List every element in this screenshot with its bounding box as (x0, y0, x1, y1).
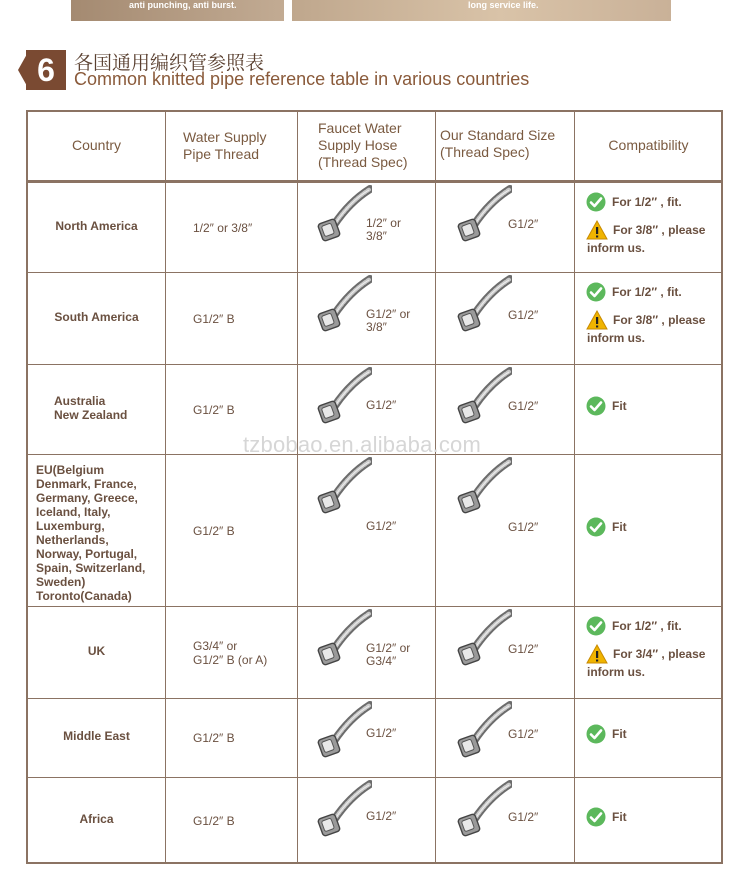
compatibility-text-continued: inform us. (587, 241, 646, 255)
standard-hose-image (452, 780, 512, 842)
country-line: Netherlands, (36, 533, 109, 547)
country-cell (28, 812, 165, 826)
country-cell (28, 729, 165, 743)
compatibility-cell (586, 396, 720, 416)
compatibility-cell (586, 807, 720, 827)
compatibility-text: For 3/4″ , please (613, 647, 706, 661)
thread-line: 1/2″ or 3/8″ (193, 220, 253, 235)
faucet-hose-spec (366, 399, 456, 412)
hose-spec-line: G1/2″ (366, 726, 397, 740)
compatibility-text-continued: inform us. (587, 331, 646, 345)
standard-size-spec: G1/2″ (508, 519, 539, 534)
standard-hose-image (452, 701, 512, 763)
standard-size-spec: G1/2″ (508, 307, 539, 322)
warning-icon (586, 644, 613, 664)
water-supply-thread-cell (193, 524, 313, 538)
water-supply-thread-cell (193, 731, 313, 745)
standard-size-spec: G1/2″ (508, 216, 539, 231)
header-faucet-hose: Faucet Water Supply Hose (Thread Spec) (318, 120, 408, 170)
compatibility-text: For 3/8″ , please (613, 223, 706, 237)
header-standard-size: Our Standard Size (Thread Spec) (440, 127, 556, 160)
water-supply-thread-cell (193, 814, 313, 828)
thread-line: G1/2″ B (or A) (193, 652, 268, 667)
water-supply-thread-cell (193, 221, 313, 235)
reference-table (26, 110, 723, 864)
compatibility-text: Fit (612, 810, 627, 824)
standard-size-spec: G1/2″ (508, 398, 539, 413)
compatibility-cell (586, 517, 720, 537)
country-line: Australia (54, 393, 106, 408)
faucet-hose-spec (366, 217, 456, 243)
country-line: North America (55, 218, 138, 233)
warning-icon (586, 220, 613, 240)
check-icon (586, 807, 612, 827)
faucet-hose-image (312, 457, 372, 519)
hose-spec-line: G1/2″ (366, 397, 397, 412)
country-line: South America (54, 309, 139, 324)
compatibility-line (586, 807, 720, 827)
compatibility-cell (586, 282, 720, 346)
compatibility-cell (586, 192, 720, 256)
check-icon (586, 616, 612, 636)
country-line: Luxemburg, (36, 519, 105, 533)
warning-icon (586, 310, 613, 330)
country-line: Toronto(Canada) (36, 589, 132, 603)
thread-line: G1/2″ B (193, 731, 235, 745)
section-title-chinese: 各国通用编织管参照表 (74, 52, 265, 74)
hose-spec-line: 3/8″ (366, 228, 387, 243)
hose-spec-line: G3/4″ (366, 653, 397, 668)
compatibility-line (586, 644, 720, 664)
banner-left-image (71, 0, 284, 21)
faucet-hose-spec (366, 727, 456, 740)
compatibility-text: Fit (612, 519, 627, 534)
faucet-hose-spec (366, 642, 456, 668)
country-cell (28, 310, 165, 324)
hose-spec-line: 1/2″ or (366, 215, 401, 230)
standard-hose-image (452, 457, 512, 519)
watermark: tzbobao.en.alibaba.com (243, 432, 482, 457)
header-country: Country (71, 137, 122, 153)
compatibility-line (586, 517, 720, 537)
thread-line: G1/2″ B (193, 523, 235, 538)
hose-spec-line: G1/2″ or (366, 306, 411, 321)
compatibility-line (586, 396, 720, 416)
compatibility-line (586, 310, 720, 330)
check-icon (586, 282, 612, 302)
thread-line: G1/2″ B (193, 402, 235, 417)
compatibility-cell (586, 724, 720, 744)
banner-right-image (292, 0, 671, 21)
compatibility-text: Fit (612, 398, 627, 413)
standard-hose-image (452, 185, 512, 247)
compatibility-text: For 3/8″ , please (613, 313, 706, 327)
banner-left-caption: anti punching, anti burst. (129, 0, 237, 10)
faucet-hose-image (312, 185, 372, 247)
check-icon (586, 517, 612, 537)
faucet-hose-image (312, 275, 372, 337)
header-compatibility: Compatibility (608, 137, 689, 153)
thread-line: G1/2″ B (193, 814, 235, 828)
compatibility-text: For 1/2″ , fit. (612, 619, 682, 633)
section-header (18, 46, 738, 96)
country-line: Norway, Portugal, (36, 547, 138, 561)
country-line: EU(Belgium (36, 463, 105, 477)
country-line: UK (87, 643, 106, 658)
country-line: Denmark, France, (36, 477, 137, 491)
hose-spec-line: 3/8″ (366, 319, 387, 334)
faucet-hose-image (312, 367, 372, 429)
check-icon (586, 396, 612, 416)
country-cell (54, 394, 188, 422)
country-cell (28, 219, 165, 233)
section-title-english: Common knitted pipe reference table in various countries (74, 69, 530, 89)
standard-size-spec: G1/2″ (508, 641, 539, 656)
section-number: 6 (37, 52, 55, 88)
standard-size-spec: G1/2″ (508, 810, 539, 824)
thread-line: G1/2″ B (193, 311, 235, 326)
country-cell (28, 644, 165, 658)
country-line: New Zealand (54, 407, 128, 422)
water-supply-thread-cell (193, 312, 313, 326)
compatibility-line (586, 192, 720, 212)
hose-spec-line: G1/2″ (366, 809, 397, 823)
compatibility-line (586, 616, 720, 636)
faucet-hose-spec (366, 520, 456, 533)
faucet-hose-spec (366, 308, 456, 334)
country-line: Spain, Switzerland, (36, 561, 146, 575)
standard-size-spec: G1/2″ (508, 727, 539, 741)
compatibility-text: Fit (612, 727, 627, 741)
compatibility-text: For 1/2″ , fit. (612, 195, 682, 209)
compatibility-line (586, 282, 720, 302)
faucet-hose-image (312, 701, 372, 763)
water-supply-thread-cell (193, 403, 313, 417)
check-icon (586, 724, 612, 744)
water-supply-thread-cell (193, 639, 313, 667)
country-line: Germany, Greece, (36, 491, 138, 505)
header-water-supply: Water Supply Pipe Thread (183, 129, 267, 162)
thread-line: G3/4″ or (193, 638, 238, 653)
country-line: Sweden) (36, 575, 86, 589)
country-line: Africa (79, 812, 114, 826)
check-icon (586, 192, 612, 212)
compatibility-cell (586, 616, 720, 680)
country-line: Middle East (63, 729, 130, 743)
banner-right-caption: long service life. (468, 0, 539, 10)
country-line: Iceland, Italy, (36, 505, 111, 519)
section-number-badge (18, 50, 66, 90)
standard-hose-image (452, 367, 512, 429)
faucet-hose-image (312, 609, 372, 671)
hose-spec-line: G1/2″ or (366, 640, 411, 655)
faucet-hose-spec (366, 810, 456, 823)
hose-spec-line: G1/2″ (366, 518, 397, 533)
compatibility-text-continued: inform us. (587, 665, 646, 679)
faucet-hose-image (312, 780, 372, 842)
compatibility-text: For 1/2″ , fit. (612, 285, 682, 299)
compatibility-line (586, 724, 720, 744)
country-cell (36, 463, 170, 603)
standard-hose-image (452, 609, 512, 671)
standard-hose-image (452, 275, 512, 337)
compatibility-line (586, 220, 720, 240)
